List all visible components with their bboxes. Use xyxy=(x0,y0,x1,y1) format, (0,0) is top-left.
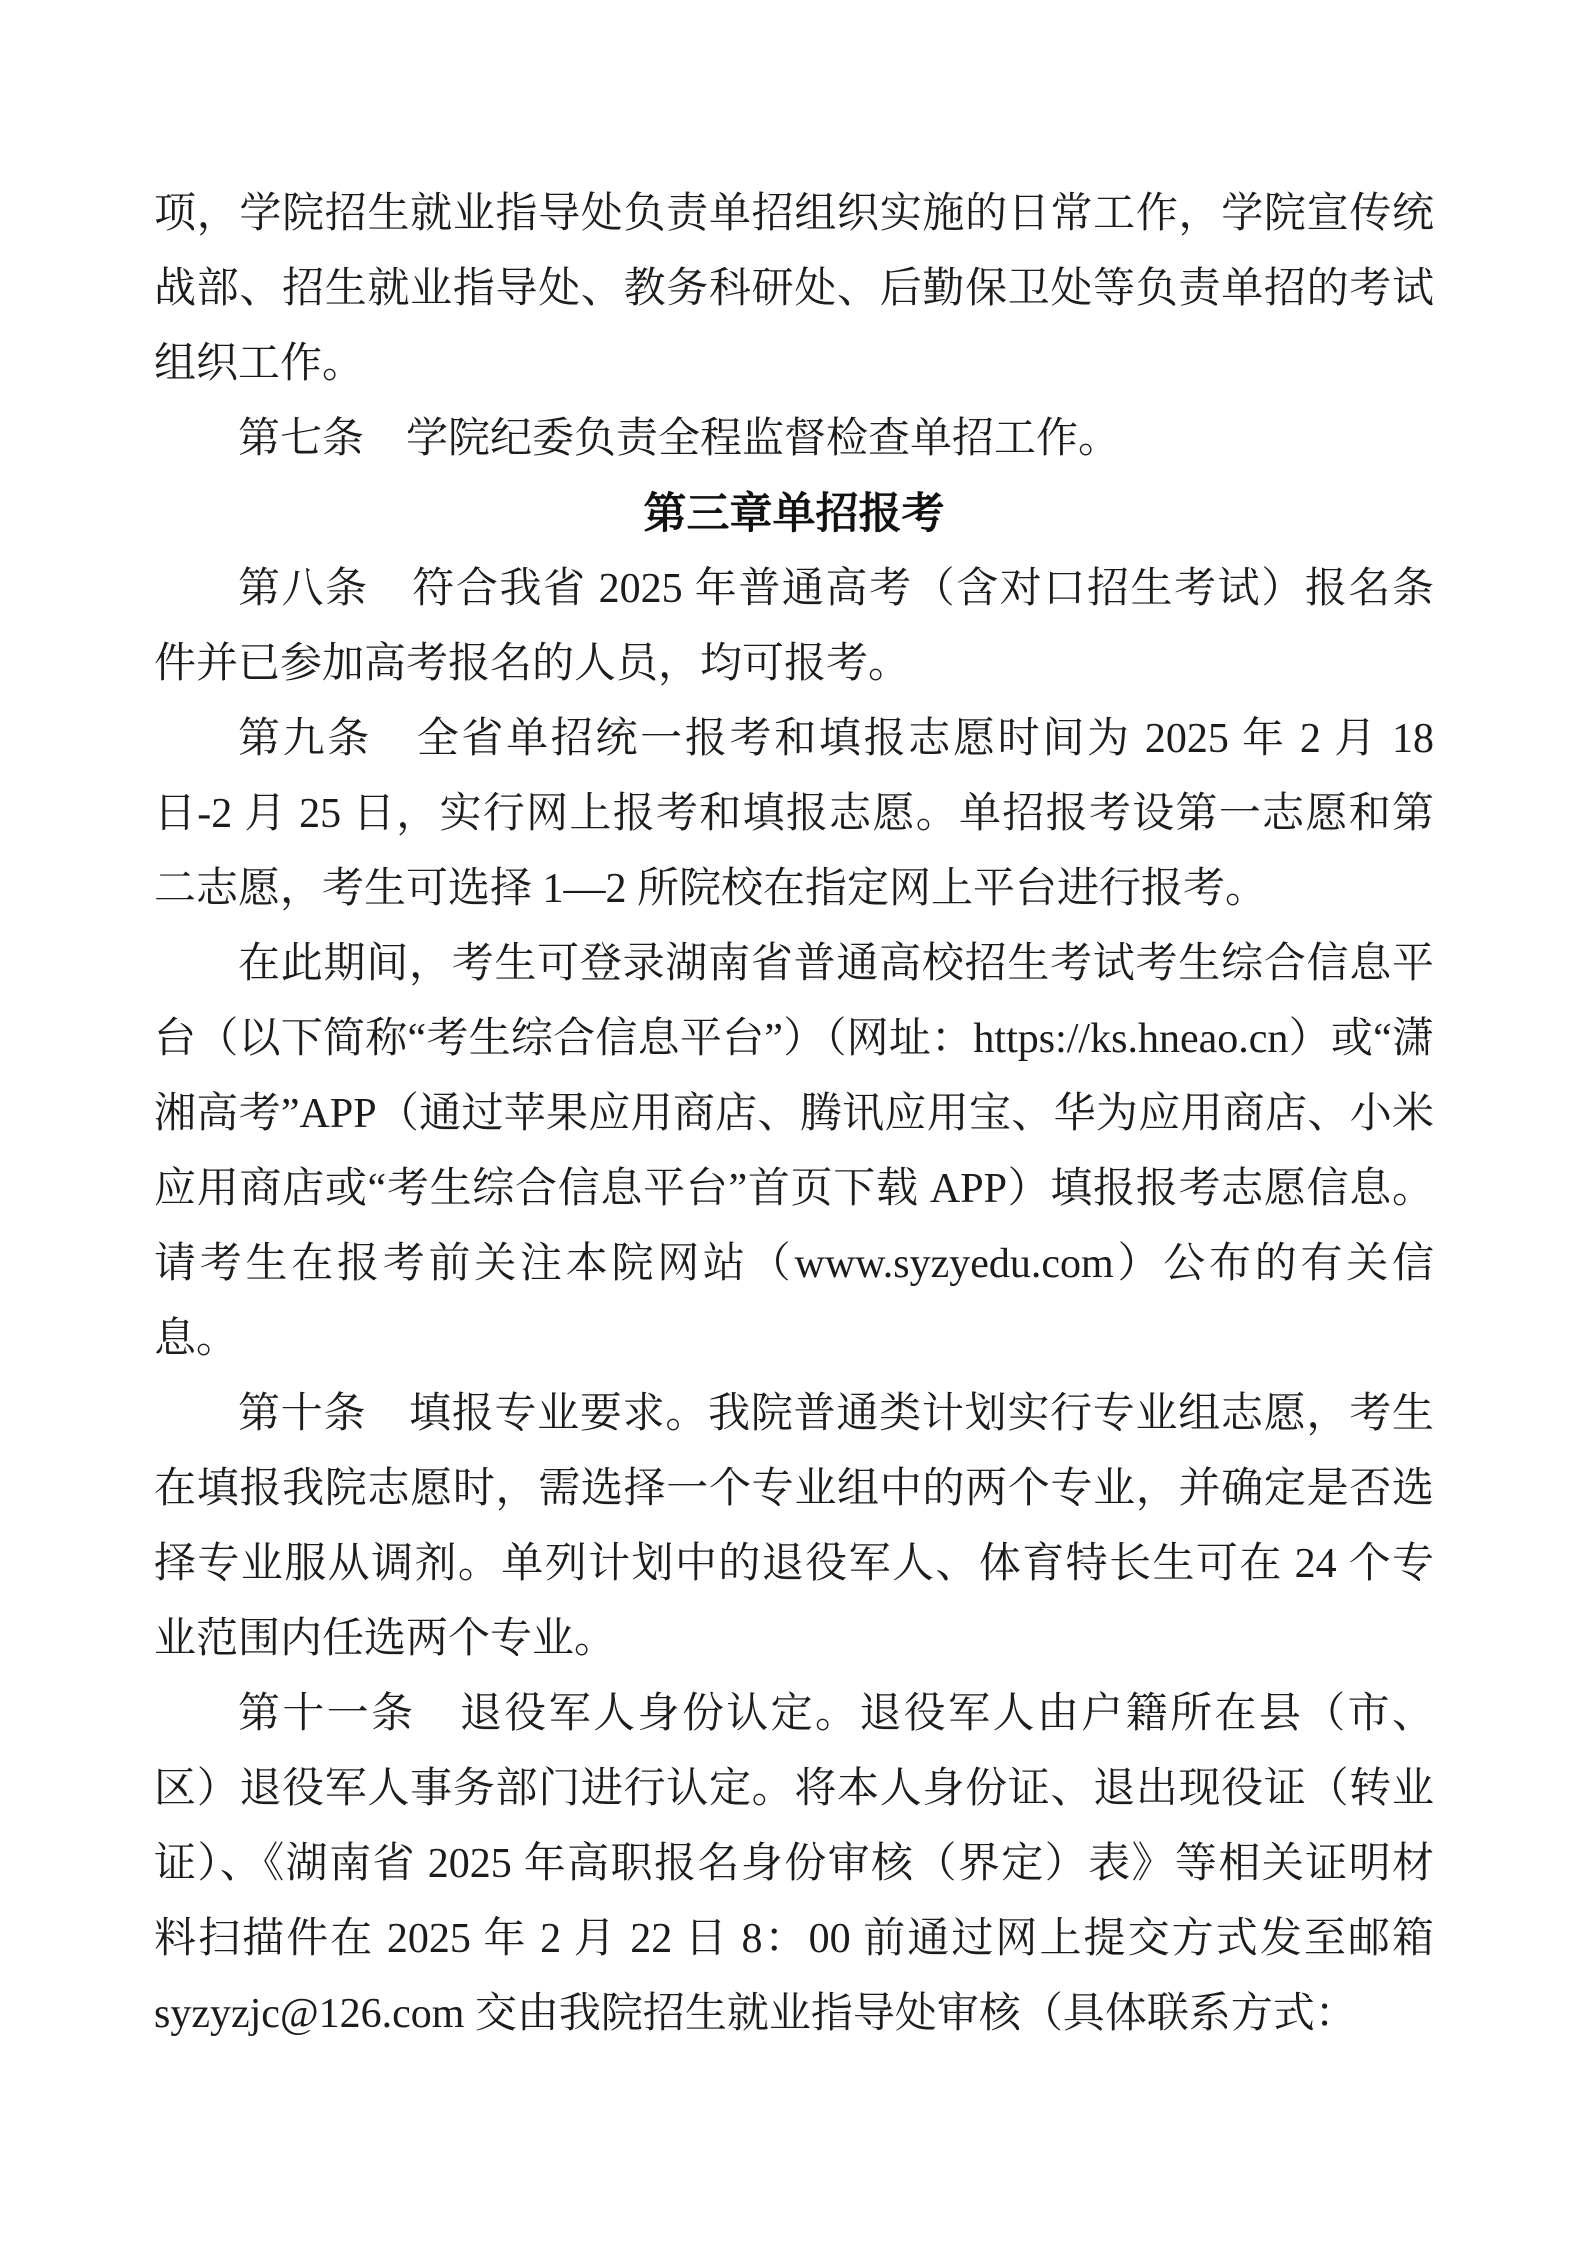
chapter-3-heading: 第三章单招报考 xyxy=(643,490,945,538)
paragraph-article-10: 第十条 填报专业要求。我院普通类计划实行专业组志愿，考生在填报我院志愿时，需选择一个专业组中的两个专业，并确定是否选择专业服从调剂。单列计划中的退役军人、体育特长生可在 24 个专业范围内任选两个专业。 xyxy=(154,1391,1434,1662)
paragraph-article-11: 第十一条 退役军人身份认定。退役军人由户籍所在县（市、区）退役军人事务部门进行认定。将本人身份证、退出现役证（转业证）、《湖南省 2025 年高职报名身份审核（界定）表》等相关证明材料扫描件在 2025 年 2 月 22 日 8：00 前通过网上提交方式发至邮箱 syzyzjc@126.com 交由我院招生就业指导处审核（具体联系方式： xyxy=(154,1691,1434,2037)
paragraph-article-7: 第七条 学院纪委负责全程监督检查单招工作。 xyxy=(238,416,1121,462)
paragraph-registration-platform: 在此期间，考生可登录湖南省普通高校招生考试考生综合信息平台（以下简称“考生综合信息平台”）（网址：https://ks.hneao.cn）或“潇湘高考”APP（通过苹果应用商店、腾讯应用宝、华为应用商店、小米应用商店或“考生综合信息平台”首页下载 APP）填报报考志愿信息。请考生在报考前关注本院网站（www.syzyedu.com）公布的有关信息。 xyxy=(154,941,1434,1362)
paragraph-continuation: 项，学院招生就业指导处负责单招组织实施的日常工作，学院宣传统战部、招生就业指导处、教务科研处、后勤保卫处等负责单招的考试组织工作。 xyxy=(154,191,1434,387)
paragraph-article-9: 第九条 全省单招统一报考和填报志愿时间为 2025 年 2 月 18 日-2 月 25 日，实行网上报考和填报志愿。单招报考设第一志愿和第二志愿，考生可选择 1—2 所院校在指定网上平台进行报考。 xyxy=(154,716,1434,912)
paragraph-article-8: 第八条 符合我省 2025 年普通高考（含对口招生考试）报名条件并已参加高考报名的人员，均可报考。 xyxy=(154,566,1434,687)
